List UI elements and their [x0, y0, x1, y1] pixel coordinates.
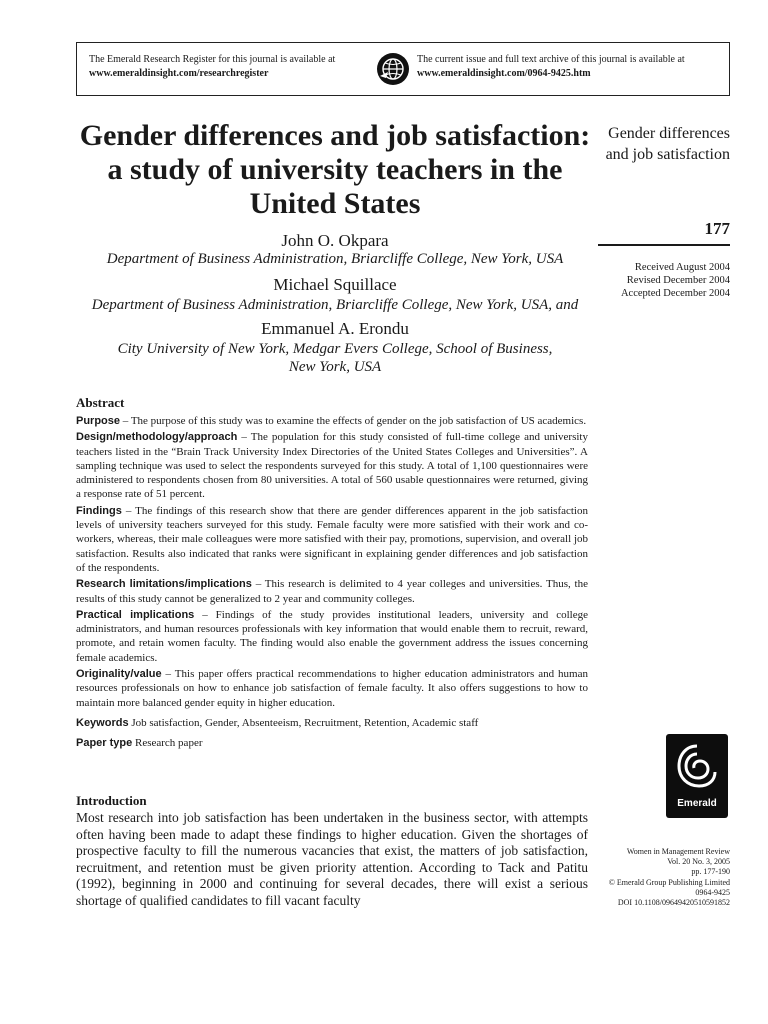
section-text: – The purpose of this study was to examine the effects of gender on the job satisfaction of US academics.	[120, 415, 587, 427]
author-affiliation: New York, USA	[288, 359, 382, 375]
abstract-paper-type	[76, 736, 588, 750]
divider	[598, 244, 730, 246]
article-dates	[590, 261, 730, 300]
journal-name: Women in Management Review	[626, 847, 730, 856]
register-left-text: The Emerald Research Register for this journal is available at	[89, 54, 336, 65]
revised-date: Revised December 2004	[626, 275, 730, 286]
section-text: – Findings of the study provides institutional leaders, university and college administrators, and human resources professionals with key information that would enable them to recruit, reward, promote, and retain women faculty. The finding would also enable the government address the issues concerning female academics.	[76, 608, 589, 664]
section-label: Purpose	[76, 415, 121, 427]
section-label: Research limitations/implications	[76, 578, 252, 591]
page-number: 177	[704, 219, 730, 238]
accepted-date: Accepted December 2004	[620, 288, 730, 299]
journal-doi: DOI 10.1108/09649420510591852	[617, 898, 730, 908]
globe-icon	[376, 52, 410, 86]
author-name: Emmanuel A. Erondu	[261, 319, 409, 338]
section-text: – The population for this study consisted of full-time college and university teachers listed in the “Brain Track University Index Directories of the United States Colleges and Universities”. A sampling technique was used to select the respondents surveyed for this study. A total of 1,100 questionnaires were administered to respondents chosen from 80 universities. A total of 560 usable questionnaires were returned, giving a response rate of 51 percent.	[76, 431, 588, 501]
register-box	[76, 42, 730, 96]
running-title: Gender differences and job satisfaction	[605, 125, 730, 163]
author-affiliation: Department of Business Administration, Briarcliffe College, New York, USA, and	[91, 297, 579, 313]
author-affiliation: City University of New York, Medgar Evers College, School of Business,	[117, 341, 553, 357]
abstract-keywords	[76, 716, 588, 730]
section-text: – This paper offers practical recommendations to higher education administrators and human resources professionals on how to enhance job satisfaction of female faculty. It also offers suggestions to how to maintain more balanced gender equity in higher education.	[76, 668, 588, 709]
abstract-heading: Abstract	[76, 395, 125, 410]
introduction-body: Most research into job satisfaction has been undertaken in the business sector, with attempts often having been made to adapt these findings to higher education. Given the shortages of prospective faculty to fill the numerous vacancies that exist, the matters of job satisfaction, recruitment, and retention must be given priority attention. According to Tack and Patitu (1992), beginning in 2000 and continuing for several decades, there will exist a serious shortage of qualified candidates to fill vacant faculty	[76, 810, 588, 908]
author-name: John O. Okpara	[281, 231, 389, 250]
article-title: Gender differences and job satisfaction: a study of university teachers in the United States	[79, 119, 591, 220]
register-right	[417, 53, 727, 81]
section-label: Practical implications	[76, 608, 195, 621]
register-left	[89, 53, 369, 81]
section-label: Originality/value	[76, 668, 162, 681]
abstract-body	[76, 414, 588, 753]
author-name: Michael Squillace	[273, 275, 397, 294]
section-label: Design/methodology/approach	[76, 431, 238, 444]
section-label: Keywords	[76, 716, 129, 729]
emerald-swirl-icon	[674, 740, 720, 792]
section-label: Findings	[76, 504, 122, 517]
abstract-originality	[76, 667, 588, 710]
section-label: Paper type	[76, 737, 133, 750]
introduction-heading: Introduction	[76, 793, 147, 808]
abstract-practical	[76, 608, 588, 665]
section-text: – The findings of this research show that there are gender differences apparent in the job satisfaction levels of university teachers surveyed for this study. Female faculty were more satisfied with their work and co-workers, whereas, their male colleagues were more satisfied with their pay, promotions, supervision, and overall job satisfaction. Results also indicated that ranks were significant in explaining gender differences and job satisfaction of the respondents.	[76, 504, 588, 574]
section-text: Job satisfaction, Gender, Absenteeism, Recruitment, Retention, Academic staff	[128, 716, 479, 729]
journal-issn: 0964-9425	[695, 887, 730, 897]
journal-info	[586, 847, 730, 908]
received-date: Received August 2004	[634, 262, 730, 273]
register-right-url[interactable]: www.emeraldinsight.com/0964-9425.htm	[417, 68, 591, 79]
section-text: – This research is delimited to 4 year colleges and universities. Thus, the results of this study cannot be generalized to 2 year and community colleges.	[76, 578, 588, 605]
journal-pages: pp. 177-190	[691, 867, 730, 877]
abstract-findings	[76, 504, 588, 575]
author-affiliation: Department of Business Administration, Briarcliffe College, New York, USA	[106, 251, 564, 267]
register-left-url[interactable]: www.emeraldinsight.com/researchregister	[89, 68, 269, 79]
journal-copyright: © Emerald Group Publishing Limited	[608, 877, 730, 887]
section-text: Research paper	[132, 737, 203, 750]
emerald-logo-label: Emerald	[677, 798, 717, 809]
register-right-text: The current issue and full text archive of this journal is available at	[417, 54, 685, 65]
abstract-purpose	[76, 414, 588, 428]
abstract-design	[76, 430, 588, 501]
emerald-logo	[666, 734, 728, 818]
journal-volume: Vol. 20 No. 3, 2005	[667, 857, 730, 867]
abstract-limitations	[76, 577, 588, 606]
